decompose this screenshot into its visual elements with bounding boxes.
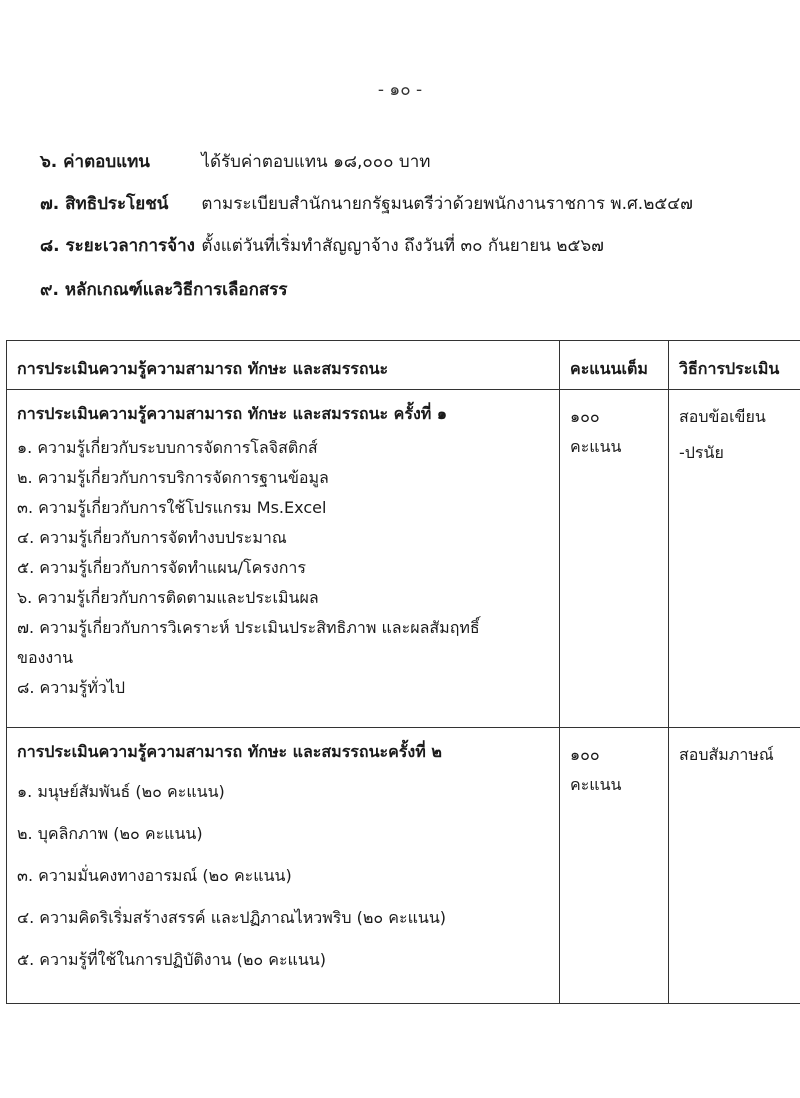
compensation-item — [40, 148, 430, 175]
list-item: ๕. ความรู้ที่ใช้ในการปฏิบัติงาน (๒๐ คะแนน) — [17, 950, 326, 969]
header-full-score: คะแนนเต็ม — [560, 341, 669, 390]
list-item: ๔. ความคิดริเริ่มสร้างสรรค์ และปฏิภาณไหวพริบ (๒๐ คะแนน) — [17, 908, 447, 927]
round-2-score-cell — [560, 728, 669, 1004]
benefits-value: ตามระเบียบสำนักนายกรัฐมนตรีว่าด้วยพนักงานราชการ พ.ศ.๒๕๔๗ — [201, 194, 693, 214]
round-1-method: สอบข้อเขียน — [679, 407, 766, 426]
compensation-label: ๖. ค่าตอบแทน — [40, 152, 150, 172]
header-method: วิธีการประเมิน — [669, 341, 800, 390]
list-item: ๓. ความรู้เกี่ยวกับการใช้โปรแกรม Ms.Excel — [17, 498, 327, 517]
round-1-cell — [7, 390, 560, 728]
round-1-title: การประเมินความรู้ความสามารถ ทักษะ และสมรรถนะ ครั้งที่ ๑ — [17, 404, 448, 423]
header-assessment: การประเมินความรู้ความสามารถ ทักษะ และสมรรถนะ — [7, 341, 560, 390]
employment-period-value: ตั้งแต่วันที่เริ่มทำสัญญาจ้าง ถึงวันที่ ๓๐ กันยายน ๒๕๖๗ — [201, 236, 604, 256]
round-2-score: ๑๐๐ — [570, 745, 600, 764]
selection-criteria-heading: ๙. หลักเกณฑ์และวิธีการเลือกสรร — [40, 280, 288, 300]
round-2-score-unit: คะแนน — [570, 775, 622, 794]
compensation-value: ได้รับค่าตอบแทน ๑๘,๐๐๐ บาท — [201, 152, 431, 172]
list-item: ๖. ความรู้เกี่ยวกับการติดตามและประเมินผล — [17, 588, 319, 607]
table-row — [7, 390, 800, 728]
list-item: ๒. ความรู้เกี่ยวกับการบริการจัดการฐานข้อมูล — [17, 468, 329, 487]
list-item: ๑. มนุษย์สัมพันธ์ (๒๐ คะแนน) — [17, 782, 225, 801]
round-1-method-detail: -ปรนัย — [679, 443, 724, 462]
employment-period-label: ๘. ระยะเวลาการจ้าง — [40, 236, 195, 256]
benefits-item — [40, 190, 693, 217]
criteria-table — [6, 340, 800, 1004]
employment-period-item — [40, 232, 604, 259]
round-2-method: สอบสัมภาษณ์ — [679, 745, 774, 764]
list-item: ๗. ความรู้เกี่ยวกับการวิเคราะห์ ประเมินประสิทธิภาพ และผลสัมฤทธิ์ — [17, 618, 480, 637]
benefits-label: ๗. สิทธิประโยชน์ — [40, 194, 169, 214]
round-1-score: ๑๐๐ — [570, 407, 600, 426]
round-1-method-cell — [669, 390, 800, 728]
table-header-row — [7, 341, 800, 390]
round-2-cell — [7, 728, 560, 1004]
list-item: ๕. ความรู้เกี่ยวกับการจัดทำแผน/โครงการ — [17, 558, 306, 577]
round-1-score-unit: คะแนน — [570, 437, 622, 456]
list-item: ของงาน — [17, 648, 74, 667]
table-row — [7, 728, 800, 1004]
round-2-title: การประเมินความรู้ความสามารถ ทักษะ และสมรรถนะครั้งที่ ๒ — [17, 742, 442, 761]
round-2-method-cell — [669, 728, 800, 1004]
list-item: ๑. ความรู้เกี่ยวกับระบบการจัดการโลจิสติกส์ — [17, 438, 318, 457]
list-item: ๓. ความมั่นคงทางอารมณ์ (๒๐ คะแนน) — [17, 866, 292, 885]
round-1-score-cell — [560, 390, 669, 728]
page-number: - ๑๐ - — [377, 80, 423, 100]
list-item: ๔. ความรู้เกี่ยวกับการจัดทำงบประมาณ — [17, 528, 287, 547]
list-item: ๒. บุคลิกภาพ (๒๐ คะแนน) — [17, 824, 203, 843]
list-item: ๘. ความรู้ทั่วไป — [17, 678, 126, 697]
